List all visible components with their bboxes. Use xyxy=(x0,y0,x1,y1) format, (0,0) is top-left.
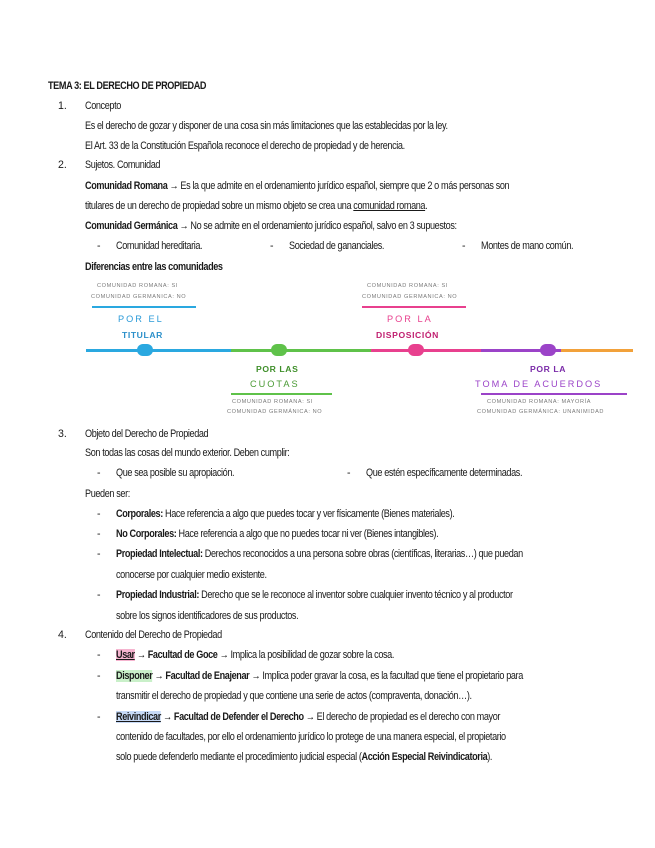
bullet-dash: - xyxy=(97,467,101,479)
timeline-dot-acuerdos xyxy=(540,344,556,356)
requisito-item: Que estén específicamente determinadas. xyxy=(366,467,523,479)
objeto-term: Corporales: xyxy=(116,508,163,520)
bullet-dash: - xyxy=(270,240,274,252)
timeline-segment-orange xyxy=(561,349,633,352)
objeto-text: Derecho que se le reconoce al inventor sobre cualquier invento técnico y al productor xyxy=(198,589,513,601)
disposicion-note-2: COMUNIDAD GERMANICA: NO xyxy=(362,294,458,300)
supuesto-item: Comunidad hereditaria. xyxy=(116,240,203,252)
objeto-item-continued: sobre los signos identificadores de sus productos. xyxy=(116,610,299,622)
comunidad-romana-underlined: comunidad romana xyxy=(353,200,426,212)
document-title: TEMA 3: EL DERECHO DE PROPIEDAD xyxy=(48,80,207,92)
objeto-term: Propiedad Intelectual: xyxy=(116,548,203,560)
timeline-segment-green xyxy=(231,349,371,352)
acuerdos-note-2: COMUNIDAD GERMÁNICA: UNANIMIDAD xyxy=(477,409,605,415)
supuesto-item: Sociedad de gananciales. xyxy=(289,240,385,252)
facultad-text: → Implica la posibilidad de gozar sobre la cosa. xyxy=(217,649,395,661)
titular-label-2: TITULAR xyxy=(122,330,163,340)
facultad-name: Facultad de Defender el Derecho xyxy=(173,711,304,723)
comunidad-germanica-term: Comunidad Germánica xyxy=(85,220,178,232)
facultad-reivindicar xyxy=(116,710,500,724)
comunidad-germanica-text: → No se admite en el ordenamiento jurídico español, salvo en 3 supuestos: xyxy=(177,220,457,232)
facultad-disponer-continued: transmitir el derecho de propiedad y que contiene una serie de actos (compraventa, donación…). xyxy=(116,690,472,702)
pueden-ser-label: Pueden ser: xyxy=(85,488,130,500)
supuesto-item: Montes de mano común. xyxy=(481,240,574,252)
comunidad-romana-text: → Es la que admite en el ordenamiento jurídico español, siempre que 2 o más personas son xyxy=(167,180,510,192)
objeto-item xyxy=(116,588,513,602)
section-1-number: 1. xyxy=(58,100,67,112)
comunidad-romana-period: . xyxy=(425,200,428,212)
titular-note-1: COMUNIDAD ROMANA: SI xyxy=(97,283,178,289)
section-2-heading: Sujetos. Comunidad xyxy=(85,159,161,171)
bullet-dash: - xyxy=(97,528,101,540)
disposicion-accent-bar xyxy=(362,306,466,308)
bullet-dash: - xyxy=(347,467,351,479)
comunidad-romana-line-2 xyxy=(85,199,427,213)
facultad-name: Facultad de Enajenar xyxy=(165,670,250,682)
objeto-item xyxy=(116,527,438,541)
section-2-number: 2. xyxy=(58,159,67,171)
facultad-disponer xyxy=(116,669,523,683)
acuerdos-label-1: POR LA xyxy=(530,364,567,374)
accion-reivindicatoria: Acción Especial Reivindicatoria xyxy=(361,751,488,763)
bullet-dash: - xyxy=(97,240,101,252)
facultad-text: → Implica poder gravar la cosa, es la facultad que tiene el propietario para xyxy=(249,670,523,682)
titular-note-2: COMUNIDAD GERMANICA: NO xyxy=(91,294,187,300)
bullet-dash: - xyxy=(97,548,101,560)
objeto-item-continued: conocerse por cualquier medio existente. xyxy=(116,569,267,581)
arrow: → xyxy=(152,670,166,682)
titular-label-1: POR EL xyxy=(118,314,164,324)
facultad-name: Facultad de Goce xyxy=(147,649,218,661)
objeto-item xyxy=(116,507,454,521)
arrow: → xyxy=(160,711,174,723)
section-1-heading: Concepto xyxy=(85,100,121,112)
facultad-usar xyxy=(116,648,394,662)
facultad-reivindicar-continued-1: contenido de facultades, por ello el ordenamiento jurídico lo protege de una manera especial, el propietario xyxy=(116,731,506,743)
section-3-line-1: Son todas las cosas del mundo exterior. Deben cumplir: xyxy=(85,447,290,459)
usar-term: Usar xyxy=(116,649,135,661)
section-4-heading: Contenido del Derecho de Propiedad xyxy=(85,629,222,641)
bullet-dash: - xyxy=(462,240,466,252)
titular-accent-bar xyxy=(92,306,196,308)
section-1-line-2: El Art. 33 de la Constitución Española reconoce el derecho de propiedad y de herencia. xyxy=(85,140,405,152)
section-4-number: 4. xyxy=(58,629,67,641)
acuerdos-note-1: COMUNIDAD ROMANA: MAYORÍA xyxy=(487,399,592,405)
section-3-number: 3. xyxy=(58,428,67,440)
reivindicar-term: Reivindicar xyxy=(116,711,161,723)
objeto-text: Derechos reconocidos a una persona sobre obras (científicas, literarias…) que puedan xyxy=(202,548,523,560)
cuotas-accent-bar xyxy=(231,393,332,395)
disposicion-label-1: POR LA xyxy=(387,314,433,324)
reivindicar-closing: ). xyxy=(487,751,493,763)
facultad-reivindicar-continued-2 xyxy=(116,750,492,764)
bullet-dash: - xyxy=(97,508,101,520)
comunidad-romana-term: Comunidad Romana xyxy=(85,180,168,192)
bullet-dash: - xyxy=(97,711,101,723)
objeto-item xyxy=(116,547,523,561)
objeto-text: Hace referencia a algo que no puedes tocar ni ver (Bienes intangibles). xyxy=(176,528,439,540)
section-3-heading: Objeto del Derecho de Propiedad xyxy=(85,428,209,440)
disposicion-note-1: COMUNIDAD ROMANA: SI xyxy=(367,283,448,289)
objeto-term: Propiedad Industrial: xyxy=(116,589,199,601)
timeline-dot-disposicion xyxy=(408,344,424,356)
disposicion-label-2: DISPOSICIÓN xyxy=(376,330,439,340)
comunidad-romana-line-2-text: titulares de un derecho de propiedad sobre un mismo objeto se crea una xyxy=(85,200,354,212)
disponer-term: Disponer xyxy=(116,670,153,682)
bullet-dash: - xyxy=(97,649,101,661)
requisito-item: Que sea posible su apropiación. xyxy=(116,467,235,479)
reivindicar-text: solo puede defenderlo mediante el procedimiento judicial especial ( xyxy=(116,751,362,763)
acuerdos-label-2: TOMA DE ACUERDOS xyxy=(475,379,603,389)
objeto-term: No Corporales: xyxy=(116,528,177,540)
acuerdos-accent-bar xyxy=(481,393,627,395)
arrow: → xyxy=(134,649,148,661)
facultad-text: → El derecho de propiedad es el derecho con mayor xyxy=(303,711,501,723)
timeline-dot-titular xyxy=(137,344,153,356)
timeline-dot-cuotas xyxy=(271,344,287,356)
cuotas-label-2: CUOTAS xyxy=(250,379,300,389)
diferencias-heading: Diferencias entre las comunidades xyxy=(85,261,223,273)
section-1-line-1: Es el derecho de gozar y disponer de una cosa sin más limitaciones que las establecidas por la ley. xyxy=(85,120,448,132)
cuotas-note-2: COMUNIDAD GERMÁNICA: NO xyxy=(227,409,323,415)
timeline-segment-pink xyxy=(371,349,481,352)
cuotas-note-1: COMUNIDAD ROMANA: SI xyxy=(232,399,313,405)
comunidad-germanica-paragraph xyxy=(85,219,457,233)
comunidad-romana-paragraph xyxy=(85,179,509,193)
objeto-text: Hace referencia a algo que puedes tocar y ver físicamente (Bienes materiales). xyxy=(162,508,455,520)
bullet-dash: - xyxy=(97,670,101,682)
bullet-dash: - xyxy=(97,589,101,601)
cuotas-label-1: POR LAS xyxy=(256,364,299,374)
timeline-segment-blue xyxy=(86,349,231,352)
